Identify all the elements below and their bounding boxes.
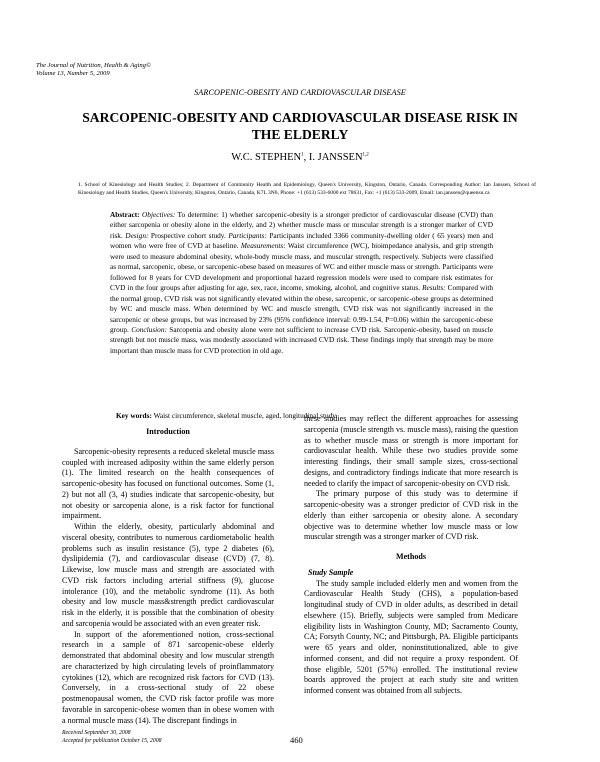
objectives-text: To determine: 1) whether sarcopenic-obesity is a stronger predictor of cardiovascular disease (CVD) than either sarcopenia or obesity alone in the elderly, and 2) whether muscle mass or muscular strength is a stronger marker of CVD risk. — [110, 210, 493, 240]
measurements-text: Waist circumference (WC), bioimpedance analysis, and grip strength were used to measure abdominal obesity, whole-body muscle mass, and muscular strength, respectively. Subjects were classified as normal, sarcopenic, obese, or sarcopenic-obese based on measures of WC and either muscle mass or strength. Participants were followed for 8 years for CVD development and proportional hazard regression models were used to compare risk estimates for CVD in the four groups after adjusting for age, sex, race, income, smoking, alcohol, and cognitive status. — [110, 241, 493, 293]
author-1-affil: 1 — [301, 152, 304, 158]
author-list — [0, 152, 600, 163]
received-dates — [62, 730, 162, 745]
design-text: Prospective cohort study. — [148, 230, 229, 240]
introduction-heading: Introduction — [146, 427, 190, 436]
column-right — [304, 414, 518, 697]
running-head: SARCOPENIC-OBESITY AND CARDIOVASCULAR DISEASE — [194, 88, 406, 97]
page-number: 460 — [290, 735, 303, 745]
intro-paragraph-2: Within the elderly, obesity, particularly abdominal and visceral obesity, contributes to numerous cardiometabolic health problems such as insulin resistance (5), type 2 diabetes (6), dyslipidemia (7), and cardiovascular disease (CVD) (7, 8). Likewise, low muscle mass and strength are associated with CVD risk factors including arterial stiffness (9), glucose intolerance (10), and the metabolic syndrome (11). As both obesity and low muscle mass&strength predict cardiovascular risk in the elderly, it is possible that the combination of obesity and sarcopenia would be associated with an even greater risk. — [62, 522, 274, 628]
column-left — [62, 427, 274, 726]
methods-paragraph-1: The study sample included elderly men and women from the Cardiovascular Health Study (CHS), a population-based longitudinal study of CVD in older adults, as described in detail elsewhere (15). Briefly, subjects were sampled from Medicare eligibility lists in Washington County, MD; Sacramento County, CA; Forsyth County, NC; and Pittsburgh, PA. Eligible participants were 65 years and older, noninstitutionalized, able to give informed consent, and did not require a proxy respondent. Of those eligible, 5201 (57%) enrolled. The institutional review boards approved the project at each study site and written informed consent was obtained from all subjects. — [304, 578, 518, 695]
measurements-label: Measurements: — [240, 241, 286, 251]
journal-name: The Journal of Nutrition, Health & Aging© — [36, 62, 151, 69]
results-label: Results: — [422, 283, 446, 293]
intro-paragraph-3: In support of the aforementioned notion, cross-sectional research in a sample of 871 sarcopenic-obese elderly demonstrated that abdominal obesity and low muscular strength are characterized by high circulating levels of proinflammatory cytokines (12), which are recognized risk factors for CVD (13). Conversely, in a cross-sectional study of 22 obese postmenopausal women, the CVD risk factor profile was more favorable in sarcopenic-obese women than in obese women with a normal muscle mass (14). The discrepant findings in — [62, 629, 274, 725]
objectives-label: Objectives: — [142, 210, 176, 219]
journal-info — [36, 62, 151, 78]
methods-heading: Methods — [396, 552, 426, 561]
journal-volume: Volume 13, Number 5, 2009 — [36, 70, 110, 77]
design-label: Design: — [125, 230, 149, 240]
conclusion-label: Conclusion: — [131, 324, 167, 334]
abstract-label: Abstract: — [110, 210, 140, 219]
study-sample-subheading: Study Sample — [308, 567, 354, 577]
author-separator: , — [303, 152, 309, 163]
received-date: Received September 30, 2008 — [62, 730, 131, 736]
author-1: W.C. STEPHEN — [231, 152, 302, 163]
intro-paragraph-1: Sarcopenic-obesity represents a reduced skeletal muscle mass coupled with increased adiposity within the same elderly person (1). The limited research on the health consequences of sarcopenic-obesity has focused on functional outcomes. Some (1, 2) but not all (3, 4) studies indicate that sarcopenic-obesity, but not obesity or sarcopenia alone, is a risk factor for functional impairment. — [62, 446, 274, 521]
author-2: I. JANSSEN — [308, 152, 363, 163]
article-title: SARCOPENIC-OBESITY AND CARDIOVASCULAR DISEASE RISK IN THE ELDERLY — [82, 110, 518, 142]
intro-paragraph-5: The primary purpose of this study was to determine if sarcopenic-obesity was a stronger predictor of CVD risk in the elderly than either sarcopenia or obesity alone. A secondary objective was to determine whether low muscle mass or low muscular strength was a stronger marker of CVD risk. — [304, 489, 518, 542]
abstract — [110, 210, 493, 356]
intro-paragraph-4: these studies may reflect the different approaches for assessing sarcopenia (muscle strength vs. muscle mass), raising the question as to whether muscle mass or strength is more important for cardiovascular health. While these two studies provide some interesting findings, their small sample sizes, cross-sectional designs, and contradictory findings indicate that more research is needed to clarify the impact of sarcopenic-obesity on CVD risk. — [304, 414, 518, 488]
participants-text: Participants included 3366 community-dwelling older ( 65 years) men and women who were free of CVD at baseline. — [110, 230, 493, 251]
keywords-label: Key words: — [116, 411, 152, 420]
keywords-text: Waist circumference, skeletal muscle, aged, longitudinal study. — [151, 411, 338, 420]
author-2-affil: 1,2 — [362, 152, 369, 158]
conclusion-text: Sarcopenia and obesity alone were not sufficient to increase CVD risk. Sarcopenic-obesity, based on muscle strength but not muscle mass, was modestly associated with increased CVD risk. These findings imply that strength may be more important than muscle mass for CVD protection in old age. — [110, 324, 493, 355]
affiliations: 1. School of Kinesiology and Health Studies; 2. Department of Community Health and Epidemiology, Queen's University, Kingston, Ontario, Canada. Corresponding Author: Ian Janssen, School of Kinesiology and Health Studies, Queen's University, Kingston, Ontario, Canada, K7L 3N6, Phone: +1 (613) 533-6000 ext 78631, Fax: +1 (613) 533-2009, Email: ian.janssen@queensu.ca — [78, 182, 536, 196]
results-text: Compared with the normal group, CVD risk was not significantly elevated within the obese, sarcopenic, or sarcopenic-obese groups as determined by WC and muscle mass. When determined by WC and muscle strength, CVD risk was not significantly increased in the sarcopenic or obese groups, but was increased by 23% (95% confidence interval: 0.99-1.54, P=0.06) within the sarcopenic-obese group. — [110, 283, 493, 334]
participants-label: Participants: — [228, 230, 267, 240]
accepted-date: Accepted for publication October 15, 2008 — [62, 737, 162, 744]
